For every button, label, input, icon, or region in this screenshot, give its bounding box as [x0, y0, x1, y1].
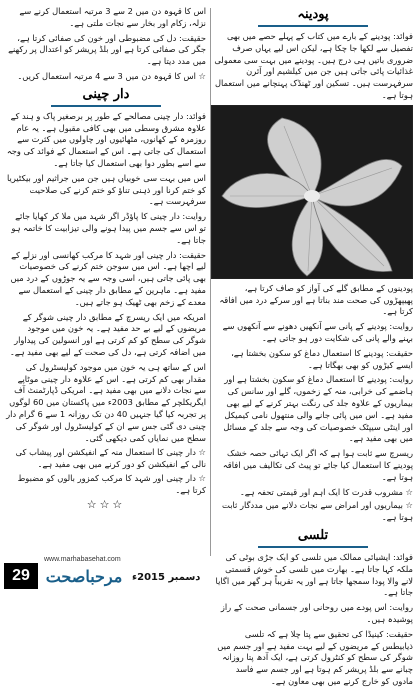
basil-paragraph-2: روایت: اس پودے میں روحانی اور جسمانی صحت کے راز پوشیدہ ہیں۔: [220, 602, 413, 624]
mint-leaves-photo: [211, 105, 413, 279]
page-number: 29: [4, 563, 38, 589]
mint-bullet-1: ☆ مشروب قدرت کا ایک اہم اور قیمتی تحفہ ہے۔: [239, 486, 413, 497]
basil-paragraph-3: حقیقت: کینیڈا کی تحقیق سے پتا چلا ہے کہ تلسی ذیابیطس کے مریضوں کے لیے بہت مفید ہے اور جسم میں شوگر کی سطح کو کنٹرول کرتی ہے، ایک آدھ پتا روزانہ چبانے سے بلڈ پریشر کم ہوتا ہے اور جسم سے فاسد مادوں کو خارج کرنے میں بھی معاون ہے۔: [217, 628, 413, 686]
mint-leaves-image: [212, 106, 412, 278]
website-url[interactable]: www.marhabasehat.com: [44, 556, 121, 563]
left-top-paragraph-3: ☆ اس کا قہوہ دن میں 3 سے 4 مرتبہ استعمال کریں۔: [17, 70, 206, 81]
magazine-logo: [44, 565, 124, 589]
mint-paragraph-5: روایت: پودینے کا استعمال دماغ کو سکون بخشتا ہے اور ہاضمے کی خرابی، منہ کے زخموں، گلے اور سانس کی بیماریوں کے علاوہ جلد کی رنگت بہتر کرنے کے لیے بھی مفید ہے۔ اس میں پائی جانے والی منتھول نامی کیمیکل اور اینٹی سیپٹک خصوصیات کی وجہ سے جلد کے مسائل میں بھی مفید ہے۔: [223, 374, 413, 444]
issue-date: دسمبر 2015ء: [132, 572, 201, 583]
section-title-basil: تلسی: [258, 527, 368, 548]
left-top-paragraph-1: اس کا قہوہ دن میں 2 سے 3 مرتبہ استعمال کرنے سے نزلہ، زکام اور بخار سے نجات ملتی ہے۔: [19, 6, 206, 28]
basil-paragraph-1: فوائد: ایشیائی ممالک میں تلسی کو ایک جڑی بوٹی کی ملکہ کہا جاتا ہے۔ بھارت میں تلسی کی خوش قسمتی لانے والا پودا سمجھا جاتا ہے اور یہ تقریباً ہر گھر میں اگایا جاتا ہے۔: [215, 551, 413, 598]
mint-paragraph-2: پودینوں کے مطابق گلے کی آواز کو صاف کرتا ہے، پھیپھڑوں کی صحت مند بناتا ہے اور سرکے درد میں افاقہ کرتا ہے۔: [219, 282, 413, 317]
column-divider: [210, 8, 211, 556]
section-end-stars: ☆☆☆: [86, 498, 126, 512]
cinnamon-bullet-1: ☆ دار چینی کا استعمال منہ کے انفیکشن اور پیشاب کی نالی کے انفیکشن کو دور کرنے میں بھی مفید ہے۔: [15, 447, 206, 470]
mint-bullet-2: ☆ بیماریوں اور امراض سے نجات دلانے میں مددگار ثابت ہوتا ہے۔: [222, 500, 413, 523]
cinnamon-paragraph-3: روایت: دار چینی کا پاؤڈر اگر شہد میں ملا کر کھایا جائے تو اس سے جسم میں پیدا ہونے والی تیزابیت کا خاتمہ ہو جاتا ہے۔: [11, 211, 206, 245]
cinnamon-paragraph-6: اس کے ساتھ ہی یہ خون میں موجود کولیسٹرول کی مقدار بھی کم کرتی ہے۔ اس کے علاوہ دار چینی موٹاپے سے نجات دلانے میں بھی مفید ہے۔ امریکی ڈپارٹمنٹ آف ایگریکلچر کے مطابق 2003ء میں پاکستان میں 60 لوگوں پر تجربہ کیا گیا جنہیں 40 دن تک روزانہ 1 سے 6 گرام دار چینی دی گئی جس سے ان کے کولیسٹرول اور شوگر کی سطح میں نمایاں کمی دیکھی گئی۔: [6, 361, 206, 443]
page-footer: [0, 551, 419, 595]
cinnamon-paragraph-5: امریکہ میں ایک ریسرچ کے مطابق دار چینی شوگر کے مریضوں کے لیے بے حد مفید ہے۔ یہ خون میں موجود شوگر کی سطح کو کم کرتی ہے اور انسولین کی پیداوار میں اضافہ کرتی ہے، دل کی صحت کے لیے بھی مفید ہے۔: [9, 311, 206, 357]
left-top-paragraph-2: حقیقت: دل کی مضبوطی اور خون کی صفائی کرتا ہے، جگر کی صفائی کرتا ہے اور بلڈ پریشر کو اعتدال پر رکھنے میں مدد دیتا ہے۔: [8, 32, 206, 67]
left-column: [6, 6, 206, 511]
section-title-mint: پودینہ: [258, 6, 368, 27]
section-title-cinnamon: دار چینی: [51, 86, 161, 107]
cinnamon-bullet-2: ☆ دار چینی اور شہد کا مرکب کمزور بالوں کو مضبوط کرتا ہے۔: [17, 472, 206, 495]
mint-paragraph-4: حقیقت: پودینے کا استعمال دماغ کو سکون بخشتا ہے، ایسے کیڑوں کو بھی بھگاتا ہے۔: [231, 347, 413, 370]
mint-paragraph-1: فوائد: پودینے کے بارے میں کتاب کے پہلے حصے میں بھی تفصیل سے لکھا جا چکا ہے، لیکن اس لیے یہاں صرف ضروری باتیں ہی درج ہیں۔ پودینے میں بہت سی معمولی غذائیات پائی جاتی ہیں جن میں کیلشیم اور آئرن سرفہرست ہیں۔ تسکین اور ٹھنڈک پہنچانے میں استعمال ہوتا ہے۔: [214, 31, 413, 100]
cinnamon-paragraph-2: اس میں بہت سی خوبیاں ہیں جن میں جراثیم اور بیکٹیریا کو ختم کرنا اور ذہنی تناؤ کو ختم کرنے کی صلاحیت سرفہرست ہے۔: [7, 172, 206, 207]
cinnamon-paragraph-4: حقیقت: دار چینی اور شہد کا مرکب کھانسی اور نزلے کے لیے اچھا ہے۔ اس میں سوجن ختم کرنے کی خصوصیات بھی پائی جاتی ہیں، اسی وجہ سے یہ جوڑوں کے درد میں مفید ہے۔ ماہرین کے مطابق دار چینی کے استعمال سے معدے کے زخم بھی ٹھیک ہو جاتے ہیں۔: [10, 249, 206, 307]
cinnamon-paragraph-1: فوائد: دار چینی مصالحے کے طور پر برصغیر پاک و ہند کے علاوہ مشرق وسطی میں بھی کافی مقبول ہے۔ یہ عام روزمرہ کے کھانوں، مٹھائیوں اور چاولوں میں کثرت سے استعمال کی جاتی ہے۔ اس کے استعمال کے فوائد کی وجہ سے اسے بطور دوا بھی استعمال کیا جاتا ہے۔: [6, 110, 206, 168]
logo-text: مرحباصحت: [45, 567, 123, 586]
mint-paragraph-3: روایت: پودینے کے پانی سے آنکھیں دھونے سے آنکھوں سے بہنے والے پانی کی شکایت دور ہو جاتی ہے۔: [222, 321, 413, 343]
mint-paragraph-6: ریسرچ سے ثابت ہوا ہے کہ اگر ایک تہائی حصہ خشک پودینے کا استعمال کیا جائے تو پیٹ کی تکالیف میں افاقہ ہوتا ہے۔: [222, 448, 413, 482]
